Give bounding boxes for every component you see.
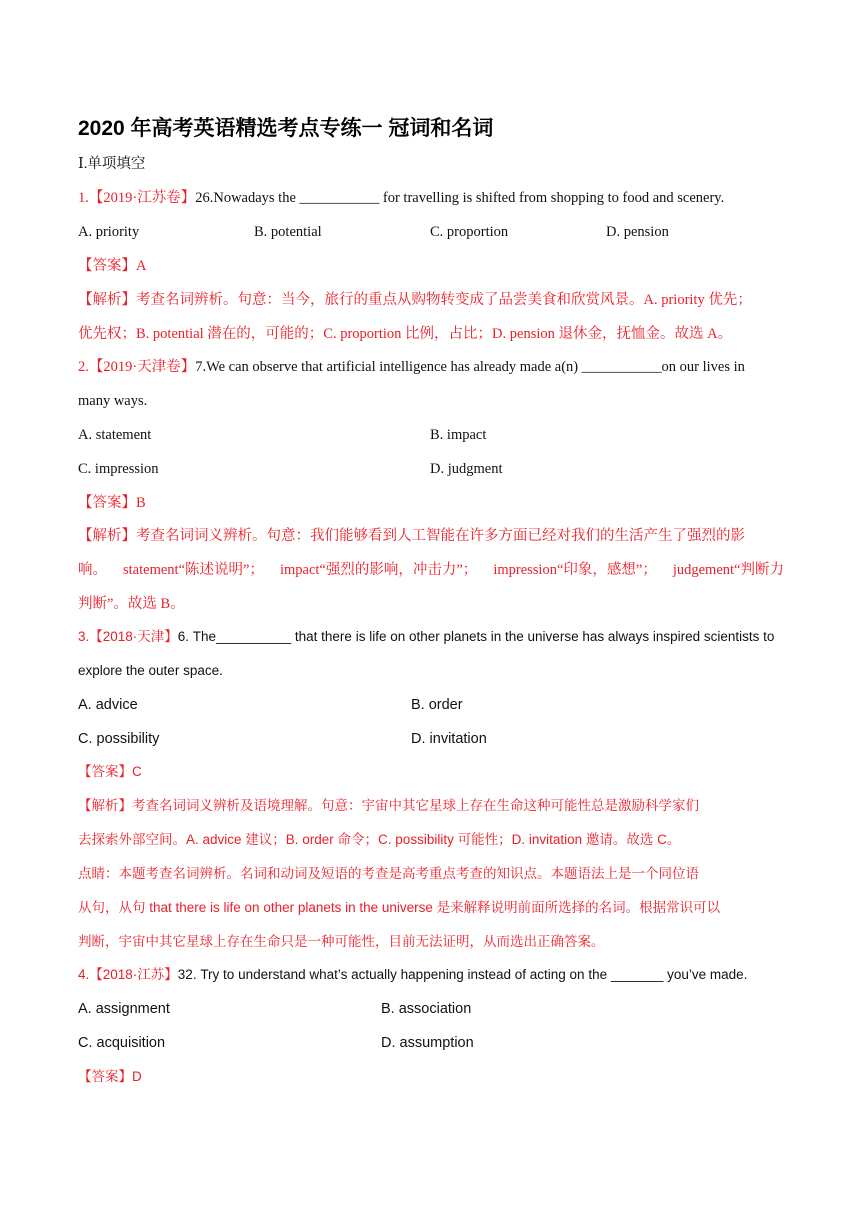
- answer: 【答案】A: [78, 258, 147, 274]
- question-stem: 32. Try to understand what’s actually happening instead of acting on the _______ you’ve made.: [177, 967, 748, 982]
- question-stem-continued: explore the outer space.: [78, 663, 223, 678]
- question-stem-continued: many ways.: [78, 393, 148, 409]
- option-a: A. priority: [78, 224, 140, 240]
- analysis-line: 【解析】考查名词词义辨析及语境理解。句意：宇宙中其它星球上存在生命这种可能性总是激励科学家们: [78, 798, 699, 813]
- option-b: B. order: [411, 697, 463, 713]
- question-3: [78, 627, 774, 647]
- answer: 【答案】C: [78, 764, 142, 779]
- note-line: 判断，宇宙中其它星球上存在生命只是一种可能性，目前无法证明，从而选出正确答案。: [78, 934, 605, 949]
- question-stem: 26.Nowadays the ___________ for travelling is shifted from shopping to food and scenery.: [195, 190, 725, 206]
- analysis-line: 判断”。故选 B。: [78, 596, 185, 612]
- option-b: B. impact: [430, 427, 487, 443]
- question-stem: 7.We can observe that artificial intelligence has already made a(n) ___________on our lives in: [195, 359, 745, 375]
- option-c: C. possibility: [78, 731, 160, 747]
- option-c: C. acquisition: [78, 1035, 166, 1051]
- option-b: B. potential: [254, 224, 322, 240]
- option-b: B. association: [381, 1001, 472, 1017]
- option-d: D. judgment: [430, 461, 503, 477]
- option-a: A. assignment: [78, 1001, 170, 1017]
- analysis-line: 优先权；B. potential 潜在的，可能的；C. proportion 比例，占比；D. pension 退休金，抚恤金。故选 A。: [78, 326, 733, 342]
- option-d: D. invitation: [411, 731, 487, 747]
- analysis-part: impression“印象，感想”；: [493, 562, 657, 578]
- analysis-part: statement“陈述说明”；: [123, 562, 264, 578]
- analysis-line: 【解析】考查名词词义辨析。句意：我们能够看到人工智能在许多方面已经对我们的生活产生了强烈的影: [78, 528, 745, 544]
- analysis-part: impact“强烈的影响，冲击力”；: [279, 562, 478, 578]
- analysis-part: 响。: [78, 562, 107, 578]
- page-title: 2020 年高考英语精选考点专练一 冠词和名词: [78, 117, 494, 140]
- question-1: [78, 188, 724, 208]
- analysis-part: judgement“判断力: [672, 562, 784, 578]
- question-2: [78, 357, 745, 377]
- analysis-line: 【解析】考查名词辨析。句意：当今，旅行的重点从购物转变成了品尝美食和欣赏风景。A. priority 优先；: [78, 292, 752, 308]
- answer: 【答案】B: [78, 495, 146, 511]
- option-d: D. assumption: [381, 1035, 474, 1051]
- option-a: A. statement: [78, 427, 152, 443]
- question-source: 1.【2019·江苏卷】: [78, 190, 196, 206]
- answer: 【答案】D: [78, 1069, 142, 1084]
- question-source: 4.【2018·江苏】: [78, 967, 178, 982]
- question-stem: 6. The__________ that there is life on other planets in the universe has always inspired scientists to: [177, 629, 775, 644]
- option-d: D. pension: [606, 224, 669, 240]
- analysis-line-justified: [78, 560, 784, 580]
- option-c: C. impression: [78, 461, 159, 477]
- question-4: [78, 965, 747, 985]
- question-source: 3.【2018·天津】: [78, 629, 178, 644]
- section-heading: Ⅰ.单项填空: [78, 156, 146, 172]
- note-line: 从句，从句 that there is life on other planets in the universe 是来解释说明前面所选择的名词。根据常识可以: [78, 900, 721, 915]
- note-line: 点睛：本题考查名词辨析。名词和动词及短语的考查是高考重点考查的知识点。本题语法上是一个同位语: [78, 866, 699, 881]
- analysis-line: 去探索外部空间。A. advice 建议；B. order 命令；C. possibility 可能性；D. invitation 邀请。故选 C。: [78, 832, 681, 847]
- option-a: A. advice: [78, 697, 138, 713]
- option-c: C. proportion: [430, 224, 509, 240]
- question-source: 2.【2019·天津卷】: [78, 359, 196, 375]
